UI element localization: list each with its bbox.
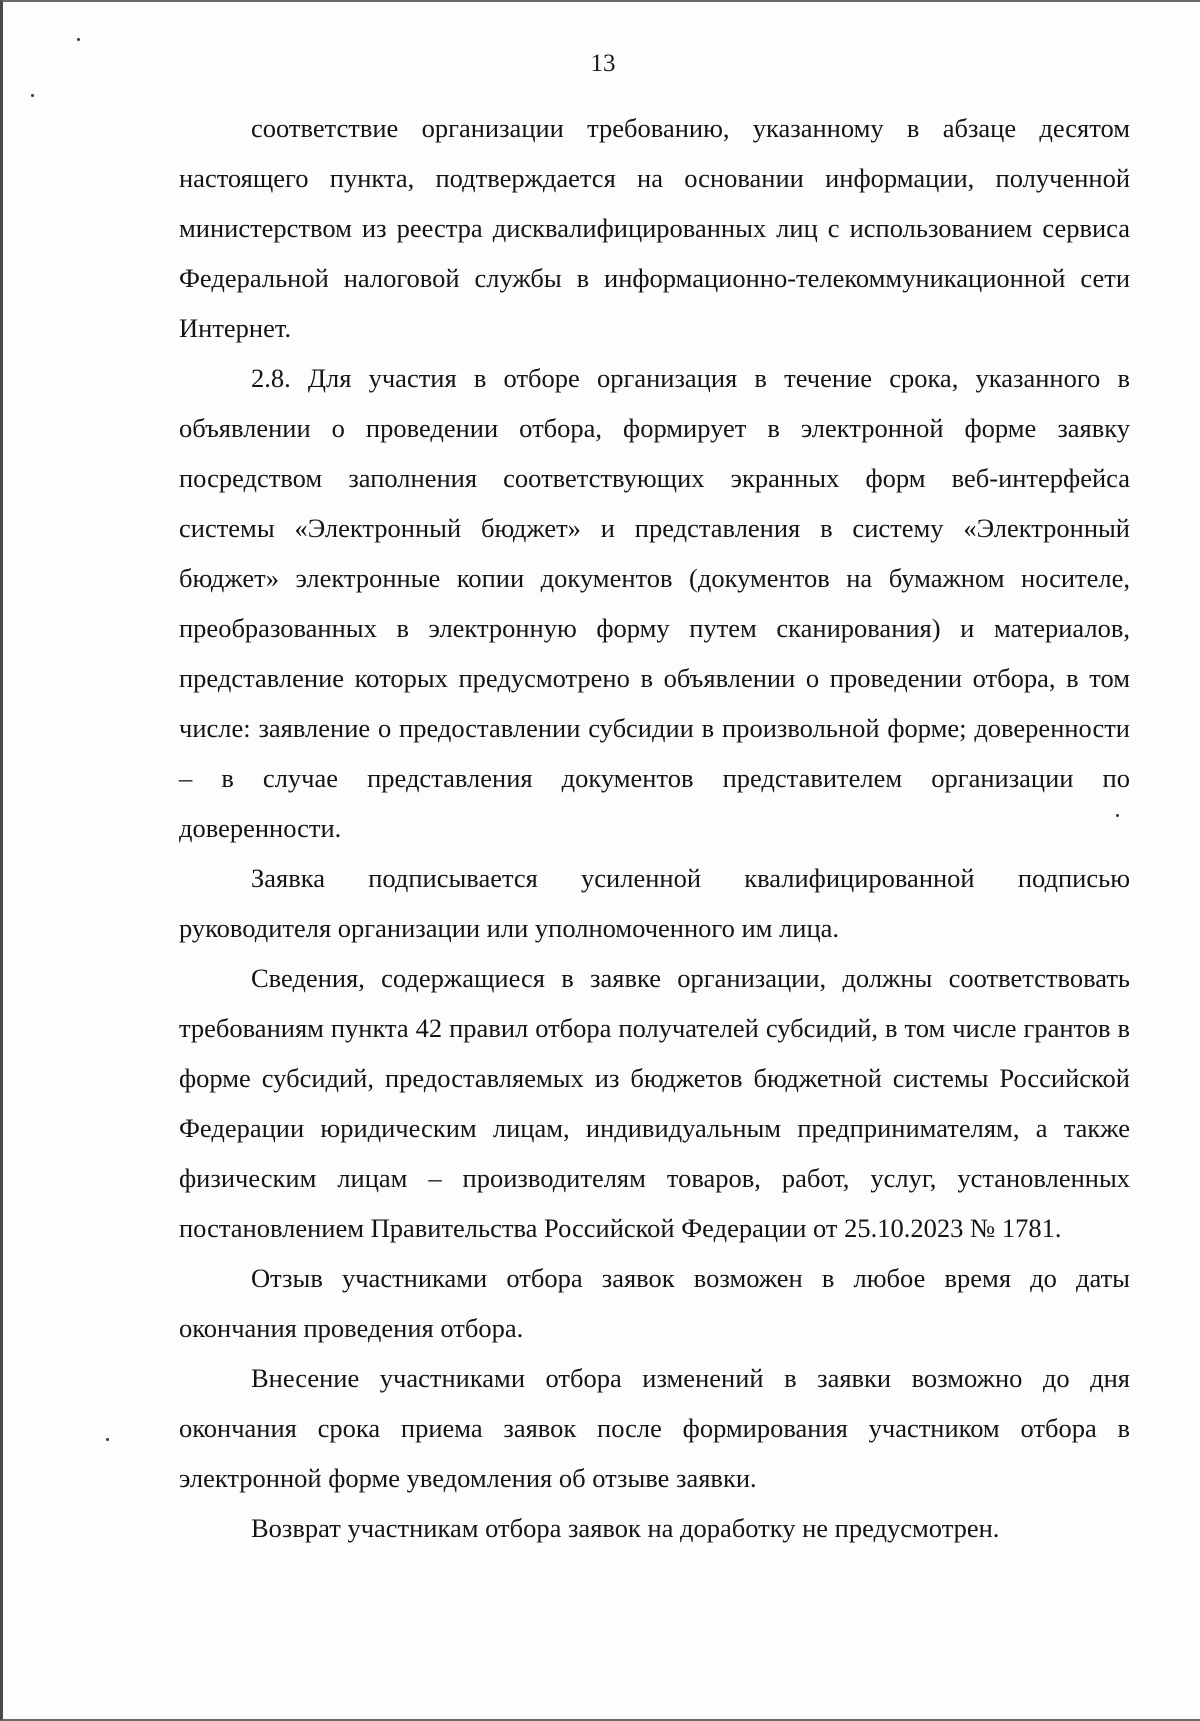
document-body — [179, 103, 1130, 1553]
paragraph: Отзыв участниками отбора заявок возможен в любое время до даты окончания проведения отбора. — [179, 1263, 1130, 1343]
paragraph: соответствие организации требованию, указанному в абзаце десятом настоящего пункта, подтверждается на основании информации, полученной министерством из реестра дисквалифицированных лиц с использованием сервиса Федеральной налоговой службы в информационно-телекоммуникационной сети Интернет. — [179, 113, 1130, 343]
paragraph: Внесение участниками отбора изменений в заявки возможно до дня окончания срока приема заявок после формирования участником отбора в электронной форме уведомления об отзыве заявки. — [179, 1363, 1130, 1493]
paragraph: Сведения, содержащиеся в заявке организации, должны соответствовать требованиям пункта 42 правил отбора получателей субсидий, в том числе грантов в форме субсидий, предоставляемых из бюджетов бюджетной системы Российской Федерации юридическим лицам, индивидуальным предпринимателям, а также физическим лицам – производителям товаров, работ, услуг, установленных постановлением Правительства Российской Федерации от 25.10.2023 № 1781. — [179, 963, 1130, 1243]
paragraph: 2.8. Для участия в отборе организация в течение срока, указанного в объявлении о проведении отбора, формирует в электронной форме заявку посредством заполнения соответствующих экранных форм веб-интерфейса системы «Электронный бюджет» и представления в систему «Электронный бюджет» электронные копии документов (документов на бумажном носителе, преобразованных в электронную форму путем сканирования) и материалов, представление которых предусмотрено в объявлении о проведении отбора, в том числе: заявление о предоставлении субсидии в произвольной форме; доверенности – в случае представления документов представителем организации по доверенности. — [179, 363, 1130, 843]
scan-speck — [106, 1438, 109, 1441]
paragraph: Заявка подписывается усиленной квалифицированной подписью руководителя организации или уполномоченного им лица. — [179, 863, 1130, 943]
scan-speck — [77, 38, 80, 41]
scan-speck — [31, 94, 34, 97]
page-number: 13 — [590, 50, 616, 77]
scan-speck — [1116, 814, 1119, 817]
paragraph: Возврат участникам отбора заявок на доработку не предусмотрен. — [251, 1513, 1000, 1543]
